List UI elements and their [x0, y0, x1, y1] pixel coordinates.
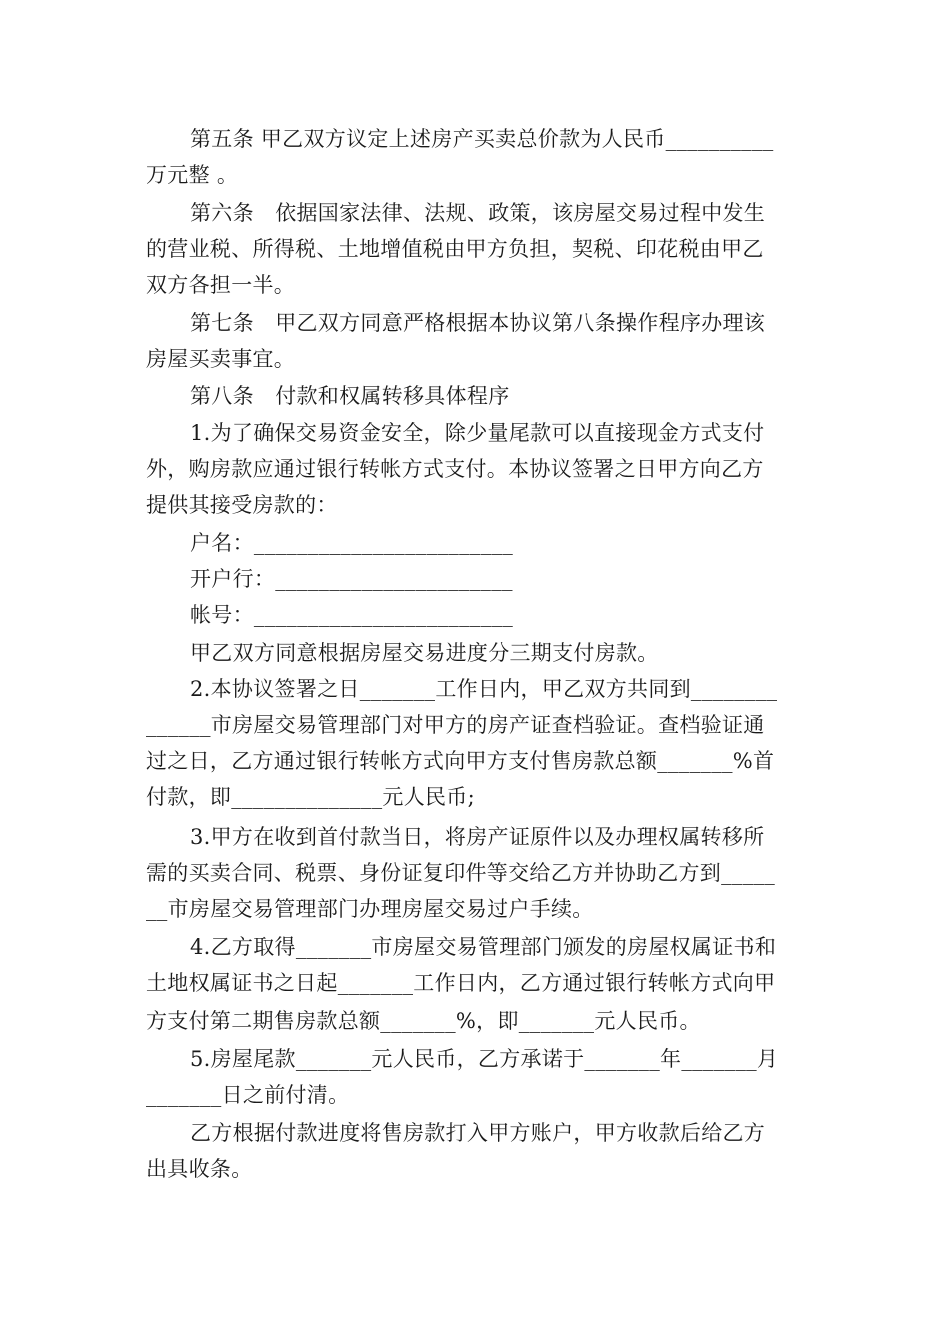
article-5-line-1: 第五条 甲乙双方议定上述房产买卖总价款为人民币__________ [190, 127, 774, 151]
article-6-line-1: 第六条 依据国家法律、法规、政策，该房屋交易过程中发生 [190, 201, 766, 225]
clause-2-line-2: ______市房屋交易管理部门对甲方的房产证查档验证。查档验证通 [146, 713, 765, 737]
article-7-line-1: 第七条 甲乙双方同意严格根据本协议第八条操作程序办理该 [190, 311, 766, 335]
clause-4-line-3: 方支付第二期售房款总额_______%，即_______元人民币。 [146, 1009, 701, 1033]
clause-4-line-2: 土地权属证书之日起_______工作日内，乙方通过银行转帐方式向甲 [146, 971, 776, 995]
clause-2-line-1: 2.本协议签署之日_______工作日内，甲乙双方共同到________ [190, 677, 778, 701]
clause-2-line-4: 付款，即______________元人民币; [146, 785, 475, 809]
clause-1-line-2: 外，购房款应通过银行转帐方式支付。本协议签署之日甲方向乙方 [146, 457, 764, 481]
article-8-heading: 第八条 付款和权属转移具体程序 [190, 384, 510, 408]
article-5-line-2: 万元整 。 [146, 163, 239, 187]
bank-field: 开户行：______________________ [190, 567, 513, 591]
clause-4-line-1: 4.乙方取得_______市房屋交易管理部门颁发的房屋权属证书和 [190, 935, 777, 959]
clause-3-line-3: __市房屋交易管理部门办理房屋交易过户手续。 [146, 897, 594, 921]
clause-1-line-3: 提供其接受房款的： [146, 493, 338, 517]
article-6-line-2: 的营业税、所得税、土地增值税由甲方负担，契税、印花税由甲乙 [146, 237, 764, 261]
clause-3-line-2: 需的买卖合同、税票、身份证复印件等交给乙方并协助乙方到_____ [146, 861, 776, 885]
receipt-line-1: 乙方根据付款进度将售房款打入甲方账户，甲方收款后给乙方 [190, 1121, 766, 1145]
clause-1-line-1: 1.为了确保交易资金安全，除少量尾款可以直接现金方式支付 [190, 421, 765, 445]
account-number-field: 帐号：________________________ [190, 603, 514, 627]
article-6-line-3: 双方各担一半。 [146, 273, 296, 297]
account-name-field: 户名：________________________ [190, 531, 514, 555]
clause-5-line-1: 5.房屋尾款_______元人民币，乙方承诺于_______年_______月 [190, 1047, 779, 1071]
article-7-line-2: 房屋买卖事宜。 [146, 347, 296, 371]
clause-3-line-1: 3.甲方在收到首付款当日，将房产证原件以及办理权属转移所 [190, 825, 765, 849]
receipt-line-2: 出具收条。 [146, 1157, 253, 1181]
clause-5-line-2: _______日之前付清。 [146, 1083, 350, 1107]
clause-2-line-3: 过之日，乙方通过银行转帐方式向甲方支付售房款总额_______%首 [146, 749, 775, 773]
payment-phases-text: 甲乙双方同意根据房屋交易进度分三期支付房款。 [190, 641, 659, 665]
